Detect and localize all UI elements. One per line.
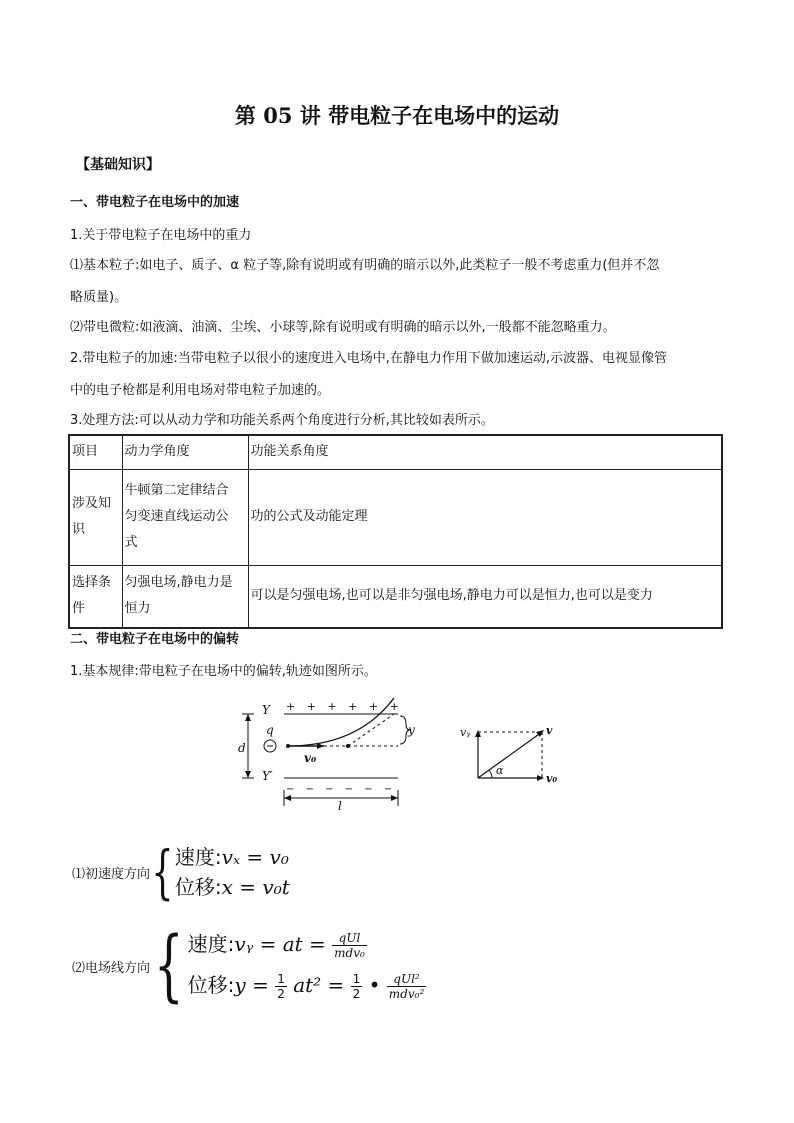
comparison-table <box>68 434 723 629</box>
brace-icon: { <box>151 838 174 906</box>
paragraph-methods: 3.处理方法:可以从动力学和功能关系两个角度进行分析,其比较如表所示。 <box>70 413 494 428</box>
equation-line: 位移:x = v₀t <box>174 875 290 899</box>
label-vy: vᵧ <box>460 726 471 739</box>
paragraph-charged-microparticles: ⑵带电微粒:如液滴、油滴、尘埃、小球等,除有说明或有明确的暗示以外,一般都不能忽略重力。 <box>70 320 616 335</box>
equation-line: 速度:vᵧ = at = $\frac{\text{qUl}}{\text{mdv₀}}$ <box>187 931 365 960</box>
label-v0: v₀ <box>304 751 317 765</box>
table-cell: 涉及知 识 <box>69 469 122 565</box>
table-header-cell: 功能关系角度 <box>248 435 722 469</box>
section-heading-basic: 【基础知识】 <box>76 157 160 173</box>
brace-icon: { <box>153 921 184 1011</box>
label-Y: Y <box>262 703 270 717</box>
paragraph-deflection-rule: 1.基本规律:带电粒子在电场中的偏转,轨迹如图所示。 <box>70 664 377 679</box>
table-cell: 牛顿第二定律结合 匀变速直线运动公 式 <box>122 469 248 565</box>
equation-line: 位移:y = $\frac{1}{2}$ at² = $\frac{1}{2}$ • $\frac{\text{qUl²}}{\text{mdv₀²}}$ <box>187 972 425 1001</box>
positive-charges: + + + + + + <box>286 700 403 713</box>
table-header-cell: 动力学角度 <box>122 435 248 469</box>
table-header-cell: 项目 <box>69 435 122 469</box>
equation-group-field-direction <box>72 921 426 1011</box>
velocity-triangle <box>456 718 566 788</box>
paragraph-gravity: 1.关于带电粒子在电场中的重力 <box>70 228 252 243</box>
label-y: y <box>408 723 415 737</box>
v-arrow <box>478 732 542 778</box>
label-alpha: α <box>496 764 504 777</box>
heading-deflection: 二、带电粒子在电场中的偏转 <box>70 632 240 647</box>
table-row <box>69 565 722 628</box>
equation-group-initial-direction <box>72 838 290 906</box>
equation-label: ⑵电场线方向 <box>72 960 151 976</box>
table-row <box>69 469 722 565</box>
equation-line: 速度:vₓ = v₀ <box>174 845 289 869</box>
paragraph-acceleration: 2.带电粒子的加速:当带电粒子以很小的速度进入电场中,在静电力作用下做加速运动,示波器、电视显像管 <box>70 351 668 366</box>
page-title: 第 05 讲 带电粒子在电场中的运动 <box>234 103 560 128</box>
label-q: q <box>266 723 274 737</box>
equation-label: ⑴初速度方向 <box>72 866 151 882</box>
paragraph-basic-particles-cont: 略质量)。 <box>70 290 128 305</box>
paragraph-basic-particles: ⑴基本粒子:如电子、质子、α 粒子等,除有说明或有明确的暗示以外,此类粒子一般不考虑重力(但并不忽 <box>70 258 660 273</box>
label-v0-triangle: v₀ <box>546 772 558 785</box>
table-cell: 可以是匀强电场,也可以是非匀强电场,静电力可以是恒力,也可以是变力 <box>248 565 722 628</box>
table-header-row <box>69 435 722 469</box>
paragraph-acceleration-cont: 中的电子枪都是利用电场对带电粒子加速的。 <box>70 383 331 398</box>
label-d: d <box>238 741 246 755</box>
negative-charges: − − − − − − <box>286 784 397 795</box>
deflection-diagram <box>228 694 428 824</box>
table-cell: 选择条 件 <box>69 565 122 628</box>
heading-acceleration: 一、带电粒子在电场中的加速 <box>70 195 240 210</box>
label-l: l <box>338 799 342 813</box>
label-v: v <box>546 724 553 737</box>
table-cell: 功的公式及动能定理 <box>248 469 722 565</box>
table-cell: 匀强电场,静电力是 恒力 <box>122 565 248 628</box>
label-Y-prime: Y′ <box>262 769 273 783</box>
y-brace <box>400 716 410 744</box>
